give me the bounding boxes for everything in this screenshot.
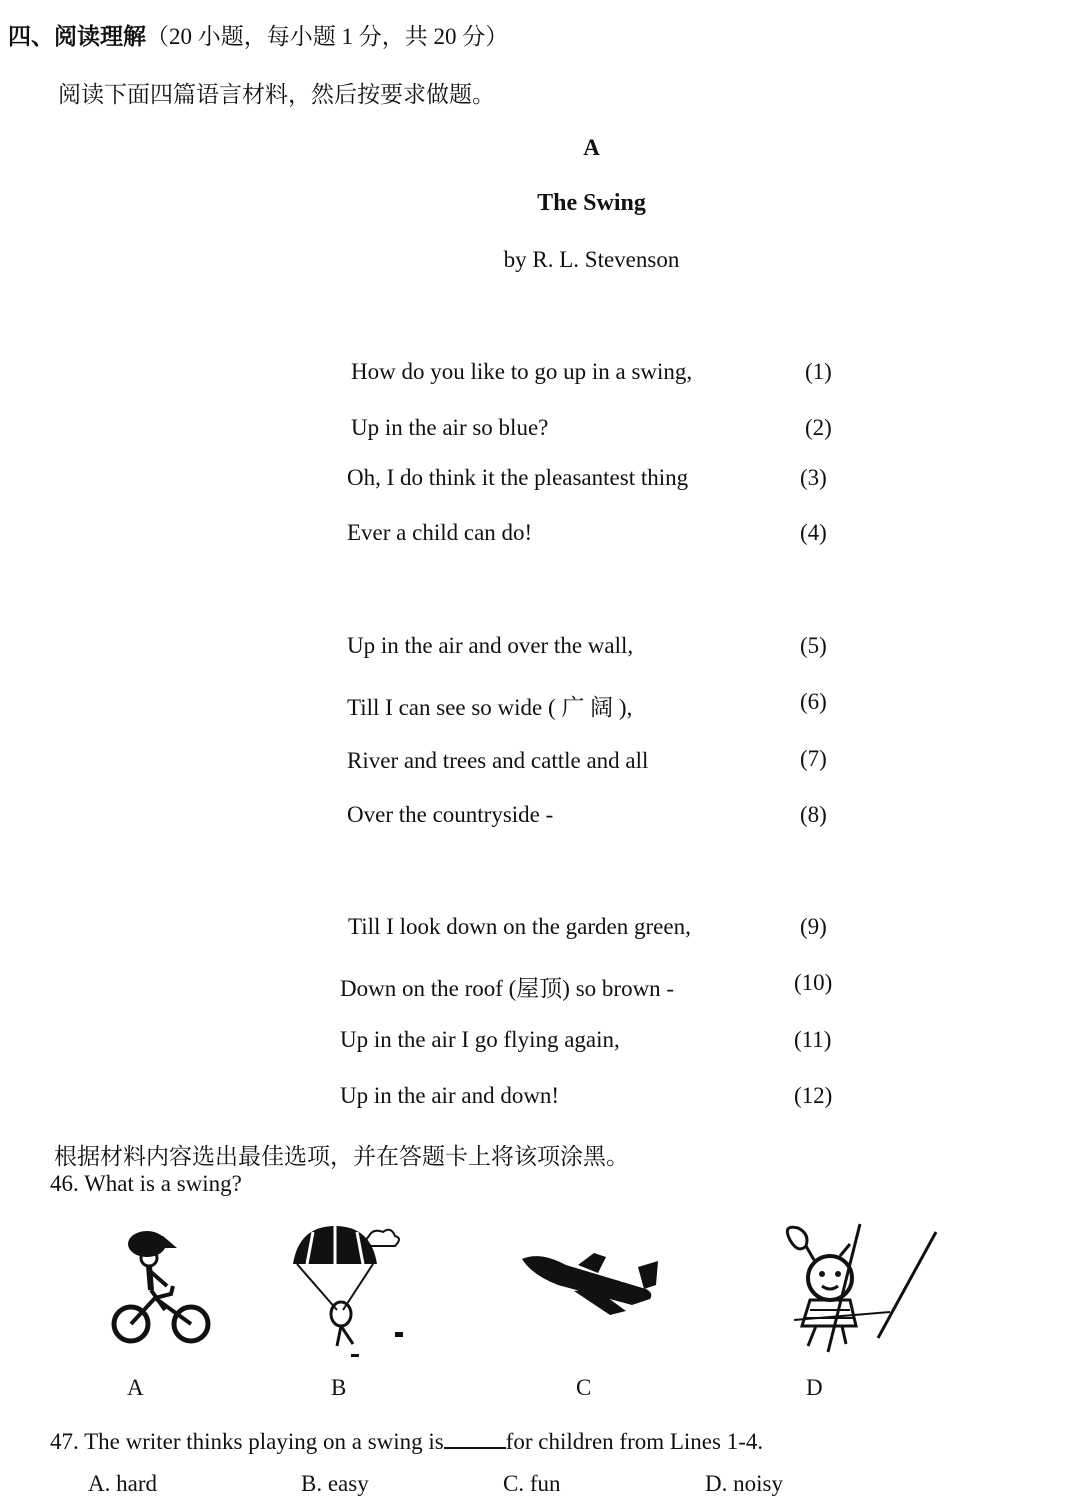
line-number: (11) xyxy=(794,1027,832,1052)
line-number: (2) xyxy=(805,415,832,440)
section-instruction: 阅读下面四篇语言材料，然后按要求做题。 xyxy=(58,82,495,107)
line-number: (6) xyxy=(800,689,827,714)
poem-line: Till I look down on the garden green, xyxy=(348,914,691,939)
poem-line: Oh, I do think it the pleasantest thing xyxy=(347,465,689,490)
passage-author: by R. L. Stevenson xyxy=(503,247,680,272)
question-47-text-before: 47. The writer thinks playing on a swing is xyxy=(50,1429,444,1454)
option-47-b: B. easy xyxy=(301,1471,369,1496)
passage-letter: A xyxy=(583,135,600,160)
line-number: (7) xyxy=(800,746,827,771)
question-46: 46. What is a swing? xyxy=(50,1171,242,1196)
line-number: (4) xyxy=(800,520,827,545)
section-title-bold: 四、阅读理解 xyxy=(8,24,146,49)
option-47-a: A. hard xyxy=(88,1471,157,1496)
line-number: (9) xyxy=(800,914,827,939)
line-number: (8) xyxy=(800,802,827,827)
line-number: (1) xyxy=(805,359,832,384)
poem-line: Down on the roof (屋顶) so brown - xyxy=(340,976,675,1001)
option-47-d: D. noisy xyxy=(705,1471,783,1496)
line-number: (10) xyxy=(794,970,833,995)
passage-title: The Swing xyxy=(537,190,646,216)
question-47-text-after: for children from Lines 1-4. xyxy=(505,1429,764,1454)
poem-line: River and trees and cattle and all xyxy=(347,748,649,773)
child-on-swing-icon xyxy=(780,1220,940,1355)
line-number: (12) xyxy=(794,1083,833,1108)
line-number: (5) xyxy=(800,633,827,658)
section-title-rest: （20 小题，每小题 1 分，共 20 分） xyxy=(146,24,509,49)
answer-blank xyxy=(444,1427,506,1449)
poem-line: Up in the air and over the wall, xyxy=(347,633,634,658)
poem-line: Ever a child can do! xyxy=(347,520,533,545)
question-47 xyxy=(50,1427,763,1455)
poem-line: How do you like to go up in a swing, xyxy=(351,359,693,384)
option-46-b: B xyxy=(331,1375,347,1400)
option-46-d: D xyxy=(806,1375,823,1400)
airplane-icon xyxy=(518,1245,663,1320)
poem-line: Over the countryside - xyxy=(347,802,554,827)
poem-line: Up in the air so blue? xyxy=(351,415,549,440)
questions-instruction: 根据材料内容选出最佳选项，并在答题卡上将该项涂黑。 xyxy=(54,1144,629,1169)
poem-line: Up in the air and down! xyxy=(340,1083,560,1108)
option-46-a: A xyxy=(127,1375,144,1400)
line-number: (3) xyxy=(800,465,827,490)
option-47-c: C. fun xyxy=(503,1471,561,1496)
bicycle-rider-icon xyxy=(105,1228,220,1350)
section-heading xyxy=(8,18,508,51)
parachute-icon xyxy=(285,1222,410,1362)
poem-line: Up in the air I go flying again, xyxy=(340,1027,620,1052)
poem-line: Till I can see so wide ( 广 阔 ), xyxy=(347,695,633,720)
option-46-c: C xyxy=(576,1375,592,1400)
